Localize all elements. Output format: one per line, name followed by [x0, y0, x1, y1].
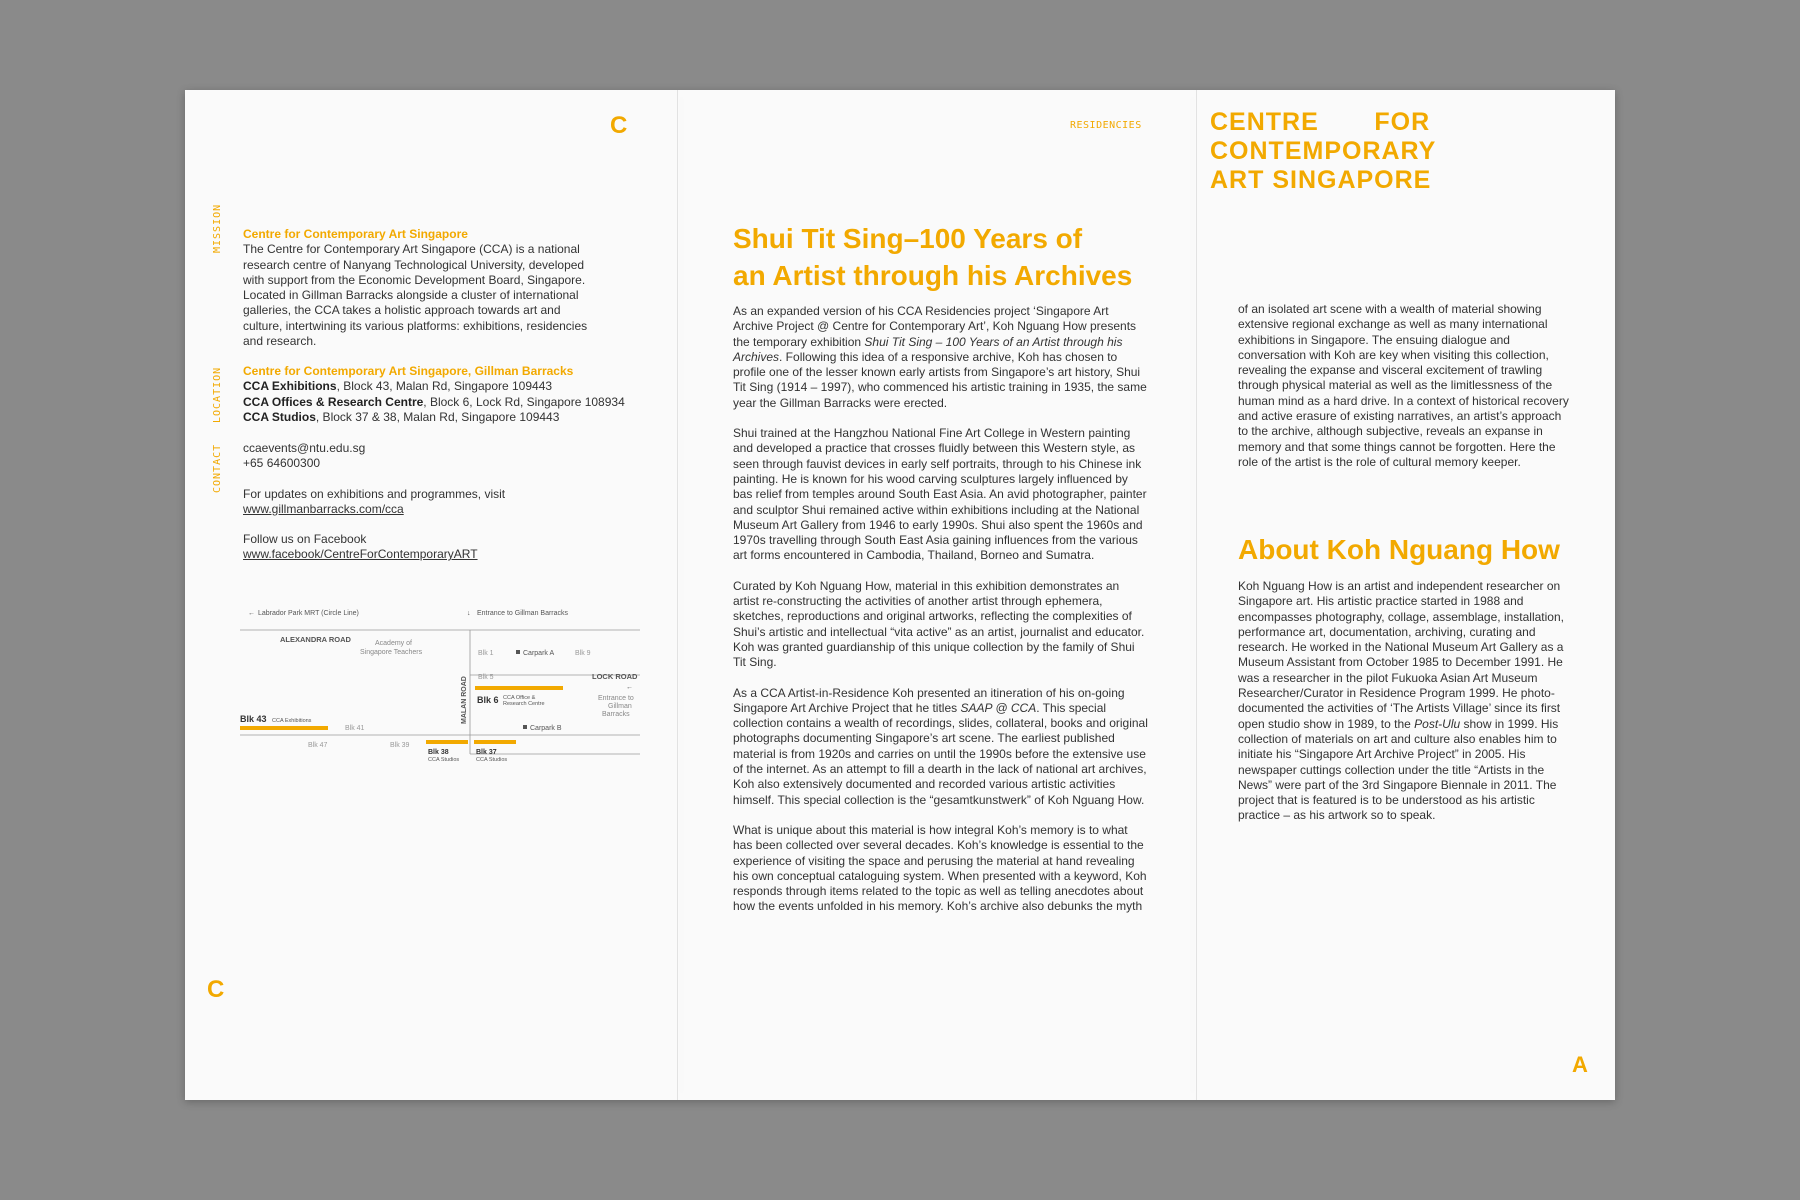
website-link[interactable]: www.gillmanbarracks.com/cca [243, 501, 404, 516]
paragraph-3: Curated by Koh Nguang How, material in this exhibition demonstrates an artist re-constructing the activities of another artist through ephemera, sketches, reproductions and original artworks, reflecting the complexities of Shui’s artistic and intellectual “vita active” as an artist, journalist and educator. Koh was granted guardianship of this unique collection by the family of Shui Tit Sing. [733, 578, 1145, 670]
fold-line-right [1196, 90, 1197, 1100]
map-studios-37: CCA Studios [476, 757, 508, 763]
paragraph-5: What is unique about this material is how integral Koh’s memory is to what has been collected over several decades. Koh’s knowledge is essential to the experience of visiting the space and perusing the material at hand revealing his own conceptual cataloguing system. When presented with a keyword, Koh responds through items related to the topic as well as telling anecdotes about how the events unfolded in his memory. Koh’s archive also debunks the myth [733, 822, 1147, 914]
paragraph-2: Shui trained at the Hangzhou National Fine Art College in Western painting and developed a practice that crosses fluidly between this Western style, as seen through fauvist devices in early self portraits, through to his Chinese ink painting. He is known for his wood carving sculptures largely influenced by bas relief from temples around South East Asia. An avid photographer, painter and sculptor Shui remained active within exhibitions including at the National Museum Art Gallery from 1946 to early 1990s. Shui also spent the 1960s and 1970s travelling through South East Asia gaining influences from the various art forms encountered in Cambodia, Thailand, Borneo and Sumatra. [733, 426, 1147, 563]
map-entrance-r1: Entrance to [598, 695, 634, 702]
map-lock-road: LOCK ROAD [592, 672, 638, 681]
blk38-bar [426, 740, 468, 744]
about-body [1238, 579, 1573, 824]
mission-line: research centre of Nanyang Technological University, developed [243, 257, 585, 272]
label-mission: MISSION [212, 203, 223, 253]
article-title [733, 220, 1163, 294]
location-address: , Block 6, Lock Rd, Singapore 108934 [423, 394, 625, 409]
carpark-b-marker [523, 725, 527, 729]
blk43-bar [240, 726, 328, 730]
mission-line: and research. [243, 334, 317, 349]
carpark-a-marker [516, 650, 520, 654]
location-name: CCA Exhibitions [243, 379, 337, 394]
about-italic: Post-Ulu [1414, 716, 1461, 731]
paragraph-4 [733, 686, 1148, 808]
about-text-1: Koh Nguang How is an artist and independent researcher on Singapore art. His artistic practice started in 1988 and encompasses photography, collage, assemblage, installation, performance art, documentation, archiving, curating and research. He worked in the National Museum Art Gallery as a Museum Assistant from October 1985 to December 1991. He was a researcher in the pilot Fukuoka Asian Art Museum Researcher/Curator in Residence Program 1999. He photo-documented the activities of ‘The Artists Village’ since its first open studio show in 1989, to the [1238, 579, 1564, 731]
fold-line-left [677, 90, 678, 1100]
map-office-1: CCA Office & [503, 695, 536, 701]
brochure-sheet [185, 90, 1615, 1100]
map-blk1: Blk 1 [478, 650, 494, 657]
location-row [243, 410, 663, 425]
about-text-2: show in 1999. His collection of materials on art and culture also enables him to initiate his “Singapore Art Archive Project” in 2005. His newspaper cuttings collection under the title “Artists in the News” were part of the 3rd Singapore Biennale in 2011. The project that is featured is to be understood as his artistic practice – as his artwork so to speak. [1238, 716, 1559, 823]
blk6-bar [475, 686, 563, 690]
p1-italic: Shui Tit Sing – 100 Years of an Artist through his Archives [733, 334, 1123, 364]
map-blk43: Blk 43 [240, 714, 267, 724]
arrow-left-icon: ← [626, 684, 633, 691]
updates-text: For updates on exhibitions and programmes, visit [243, 486, 506, 501]
map-studios-38: CCA Studios [428, 757, 460, 763]
map-mrt-label: Labrador Park MRT (Circle Line) [258, 610, 359, 617]
facebook-link[interactable]: www.facebook/CentreForContemporaryART [243, 547, 478, 562]
mission-heading: Centre for Contemporary Art Singapore [243, 227, 468, 241]
location-row [243, 379, 663, 394]
about-title: About Koh Nguang How [1238, 534, 1560, 565]
map-academy-1: Academy of [375, 640, 412, 647]
mission-line: The Centre for Contemporary Art Singapore (CCA) is a national [243, 242, 580, 257]
cca-wordmark [1210, 108, 1540, 195]
cca-wordmark-line: ART SINGAPORE [1210, 166, 1432, 194]
map-office-2: Research Centre [503, 701, 545, 707]
corner-letter-right: A [1572, 1052, 1588, 1077]
map-blk37: Blk 37 [476, 749, 497, 756]
map-blk41: Blk 41 [345, 725, 365, 732]
map-cca-exhibitions: CCA Exhibitions [272, 718, 312, 724]
map-blk47: Blk 47 [308, 742, 328, 749]
article-title-line: Shui Tit Sing–100 Years of [733, 223, 1083, 254]
location-address: , Block 37 & 38, Malan Rd, Singapore 109443 [315, 409, 560, 424]
location-name: CCA Studios [243, 409, 316, 424]
map-entrance-r2: Gillman [608, 703, 632, 710]
location-address: , Block 43, Malan Rd, Singapore 109443 [336, 379, 553, 394]
corner-letter-bottom: C [207, 976, 225, 1003]
section-tag: RESIDENCIES [1070, 120, 1142, 131]
label-contact: CONTACT [212, 443, 223, 493]
mission-block [243, 227, 663, 349]
continued-text: of an isolated art scene with a wealth of material showing extensive regional exchange as well as many international exhibitions in Singapore. The ensuing dialogue and conversation with Koh are key when visiting this collection, revealing the expanse and visceral excitement of trawling through physical material as well as the limitlessness of the human mind as a hard drive. In a context of historical recovery and active erasure of existing narratives, an artist’s approach to the archive, although subjective, reveals an expanse in memory and that some things cannot be forgotten. Here the role of the artist is the role of cultural memory keeper. [1238, 302, 1569, 469]
paragraph-1 [733, 304, 1148, 411]
article-title-line: an Artist through his Archives [733, 260, 1133, 291]
map-blk38: Blk 38 [428, 749, 449, 756]
map-blk5: Blk 5 [478, 674, 494, 681]
blk37-bar [474, 740, 516, 744]
arrow-left-icon: ← [248, 610, 255, 617]
map-alexandra-road: ALEXANDRA ROAD [280, 635, 351, 644]
mission-line: with support from the Economic Development Board, Singapore. [243, 272, 586, 287]
map-malan-road: MALAN ROAD [461, 676, 468, 724]
contact-block [243, 441, 663, 563]
p4-rest: . This special collection contains a wealth of recordings, slides, collateral, books and original photographs documenting Singapore’s art scene. The earliest published material is from 1920s and carries on until the 1990s before the extensive use of the internet. As an attempt to fill a dearth in the lack of national art archives, Koh also extensively documented and recorded various artistic activities himself. This special collection is the “gesamtkunstwerk” of Koh Nguang How. [733, 700, 1148, 807]
map-entrance-top: Entrance to Gillman Barracks [477, 610, 569, 617]
map-academy-2: Singapore Teachers [360, 649, 423, 656]
contact-phone: +65 64600300 [243, 456, 321, 471]
mission-line: culture, intertwining its various platforms: exhibitions, residencies [243, 318, 588, 333]
cca-wordmark-line: CONTEMPORARY [1210, 137, 1437, 165]
mission-line: Located in Gillman Barracks alongside a cluster of international [243, 288, 579, 303]
label-location: LOCATION [212, 366, 223, 423]
mission-line: galleries, the CCA takes a holistic approach towards art and [243, 303, 561, 318]
location-block [243, 364, 663, 425]
p4-text: As a CCA Artist-in-Residence Koh presented an itineration of his on-going Singapore Art Archive Project that he titles [733, 685, 1125, 715]
map-carpark-b: Carpark B [530, 725, 562, 732]
location-row [243, 395, 663, 410]
location-heading: Centre for Contemporary Art Singapore, Gillman Barracks [243, 364, 574, 378]
facebook-text: Follow us on Facebook [243, 532, 367, 547]
map-entrance-r3: Barracks [602, 711, 630, 718]
p1-rest: . Following this idea of a responsive archive, Koh has chosen to profile one of the lesser known early artists from Singapore’s art history, Shui Tit Sing (1914 – 1997), who commenced his artistic training in 1935, the same year the Gillman Barracks were erected. [733, 349, 1147, 410]
p1-text: As an expanded version of his CCA Residencies project ‘Singapore Art Archive Project @ Centre for Contemporary Art’, Koh Nguang How presents the temporary exhibition [733, 304, 1137, 349]
location-map [240, 606, 640, 776]
corner-letter-top: C [610, 112, 628, 139]
arrow-down-icon: ↓ [467, 610, 471, 617]
map-blk39: Blk 39 [390, 742, 410, 749]
p4-italic: SAAP @ CCA [960, 700, 1037, 715]
article-body [733, 304, 1148, 930]
contact-email[interactable]: ccaevents@ntu.edu.sg [243, 441, 366, 455]
map-blk6: Blk 6 [477, 695, 499, 705]
map-carpark-a: Carpark A [523, 650, 555, 657]
map-blk9: Blk 9 [575, 650, 591, 657]
cca-wordmark-line: CENTRE FOR [1210, 108, 1431, 136]
location-name: CCA Offices & Research Centre [243, 394, 424, 409]
